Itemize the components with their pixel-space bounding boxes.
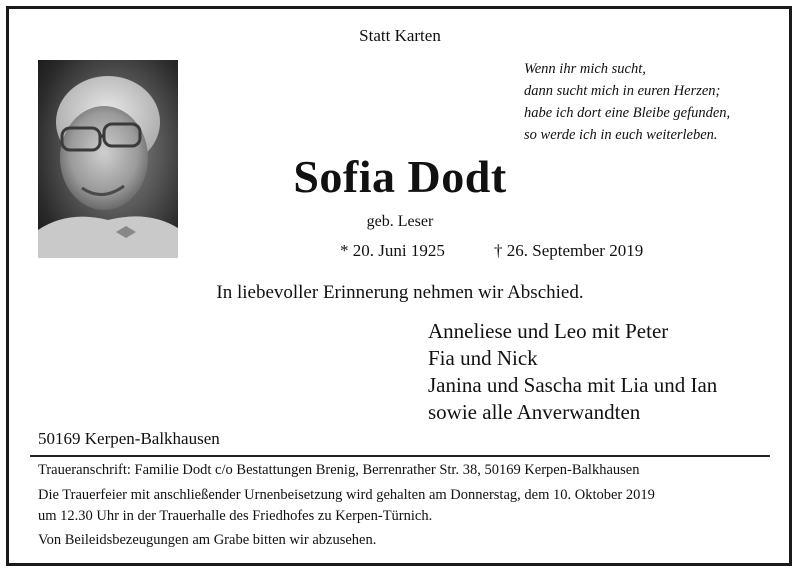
notice-header: Statt Karten [359, 26, 441, 45]
mourner-line: sowie alle Anverwandten [428, 400, 641, 424]
deceased-name: Sofia Dodt [293, 151, 507, 202]
farewell-line: In liebevoller Erinnerung nehmen wir Abschied. [216, 282, 584, 303]
memorial-quote [524, 58, 730, 146]
quote-line: Wenn ihr mich sucht, [524, 61, 646, 77]
service-info [38, 485, 778, 527]
quote-line: habe ich dort eine Bleibe gefunden, [524, 105, 731, 121]
place-line: 50169 Kerpen-Balkhausen [38, 429, 220, 448]
service-line: Die Trauerfeier mit anschließender Urnenbeisetzung wird gehalten am Donnerstag, dem 10. Oktober 2019 [38, 487, 655, 503]
service-line: um 12.30 Uhr in der Trauerhalle des Friedhofes zu Kerpen-Türnich. [38, 508, 433, 524]
mourner-line: Fia und Nick [428, 346, 538, 370]
divider [30, 455, 770, 457]
mourner-line: Anneliese und Leo mit Peter [428, 319, 669, 343]
closing-note: Von Beileidsbezeugungen am Grabe bitten wir abzusehen. [38, 532, 377, 548]
mourning-address: Traueranschrift: Familie Dodt c/o Bestattungen Brenig, Berrenrather Str. 38, 50169 Kerpen-Balkhausen [38, 462, 640, 478]
quote-line: dann sucht mich in euren Herzen; [524, 83, 721, 99]
mourners-list [428, 318, 717, 426]
quote-line: so werde ich in euch weiterleben. [524, 127, 718, 143]
mourner-line: Janina und Sascha mit Lia und Ian [428, 373, 718, 397]
birth-date: * 20. Juni 1925 [340, 241, 445, 260]
death-date: † 26. September 2019 [494, 241, 644, 260]
maiden-name: geb. Leser [366, 213, 434, 230]
